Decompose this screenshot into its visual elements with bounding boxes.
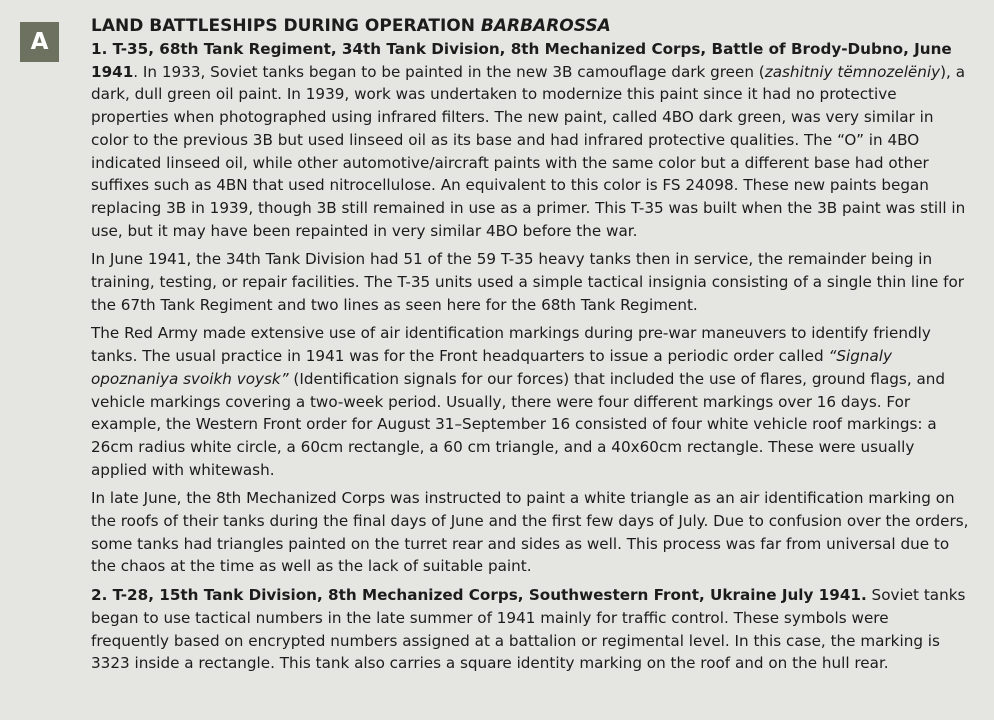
paragraph-air-identification [91,322,971,481]
p1-italic-term: zashitniy tëmnozelëniy [764,62,941,81]
paragraph-34th-division: In June 1941, the 34th Tank Division had 51 of the 59 T-35 heavy tanks then in service, the remainder being in training, testing, or repair facilities. The T-35 units used a simple tactical insignia consisting of a single thin line for the 67th Tank Regiment and two lines as seen here for the 68th Tank Regiment. [91,250,965,314]
p3-text-a: The Red Army made extensive use of air identification markings during pre-war maneuvers to identify friendly tanks. The usual practice in 1941 was for the Front headquarters to issue a periodic order called [91,324,931,366]
paragraph-t28 [91,584,971,675]
section-letter-badge: A [20,22,59,62]
p3-italic-order-title: “Signaly opoznaniya svoikh voysk” [91,347,892,388]
heading-prefix: LAND BATTLESHIPS DURING OPERATION [91,16,481,36]
p1-text-a: . In 1933, Soviet tanks began to be painted in the new 3B camouflage dark green ( [133,62,765,81]
paragraph-t35-paint [91,38,971,242]
caption-text-block [91,14,971,681]
heading-emphasis: BARBAROSSA [480,16,611,36]
plate-1-title: 1. T-35, 68th Tank Regiment, 34th Tank Division, 8th Mechanized Corps, Battle of Brody-Dubno, June 1941 [91,40,952,81]
p1-text-b: ), a dark, dull green oil paint. In 1939, work was undertaken to modernize this paint since it had no protective properties when photographed using infrared filters. The new paint, called 4BO dark green, was very similar in color to the previous 3B but used linseed oil as its base and had infrared protective qualities. The “O” in 4BO indicated linseed oil, while other automotive/aircraft paints with the same color but a different base had other suffixes such as 4BN that used nitrocellulose. An equivalent to this color is FS 24098. These new paints began replacing 3B in 1939, though 3B still remained in use as a primer. This T-35 was built when the 3B paint was still in use, but it may have been repainted in very similar 4BO before the war. [91,62,966,240]
p5-text: Soviet tanks began to use tactical numbers in the late summer of 1941 mainly for traffic control. These symbols were frequently based on encrypted numbers assigned at a battalion or regimental level. In this case, the marking is 3323 inside a rectangle. This tank also carries a square identity marking on the roof and on the hull rear. [91,586,966,673]
plate-2-title: 2. T-28, 15th Tank Division, 8th Mechanized Corps, Southwestern Front, Ukraine July 1941. [91,586,867,605]
paragraph-white-triangle: In late June, the 8th Mechanized Corps was instructed to paint a white triangle as an air identification marking on the roofs of their tanks during the final days of June and the first few days of July. Due to confusion over the orders, some tanks had triangles painted on the turret rear and sides as well. This process was far from universal due to the chaos at the time as well as the lack of suitable paint. [91,489,969,576]
p3-text-b: (Identification signals for our forces) that included the use of flares, ground flags, and vehicle markings covering a two-week period. Usually, there were four different markings over 16 days. For example, the Western Front order for August 31–September 16 consisted of four white vehicle roof markings: a 26cm radius white circle, a 60cm rectangle, a 60 cm triangle, and a 40x60cm rectangle. These were usually applied with whitewash. [91,369,946,479]
section-heading [91,14,971,38]
